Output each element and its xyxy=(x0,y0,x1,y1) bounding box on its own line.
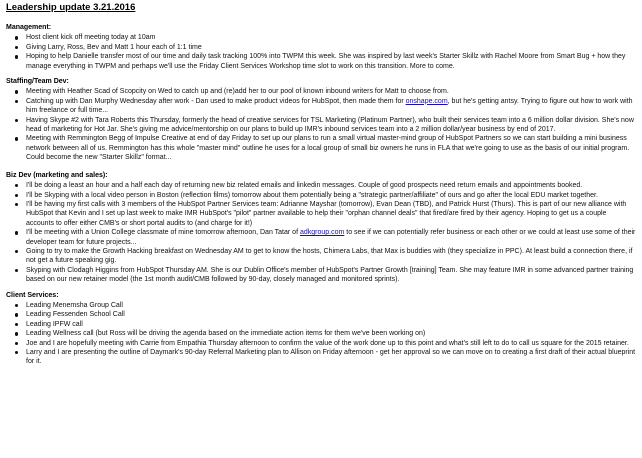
list-item xyxy=(26,228,636,247)
list-item: Leading Fessenden School Call xyxy=(26,310,636,319)
bullet-list xyxy=(6,33,636,71)
list-item: Leading Wellness call (but Ross will be driving the agenda based on the immediate action items for them we've been working on) xyxy=(26,329,636,338)
document-title: Leadership update 3.21.2016 xyxy=(6,2,136,13)
list-item: Hoping to help Danielle transfer most of our time and daily task tracking 100% into TWPM this week. She was inspired by last week's Starter Skillz with Rachel Moore from Smart Bug + how they manage everything in TWPM and perhaps we'll use the Friday Client Services Workshop time slot to work on this transition. More to come. xyxy=(26,52,636,71)
item-text: Catching up with Dan Murphy Wednesday after work - Dan used to make product videos for HubSpot, then made them for xyxy=(26,97,406,105)
onshape-link[interactable]: onshape.com xyxy=(405,97,448,105)
list-item: Joe and I are hopefully meeting with Carrie from Empathia Thursday afternoon to confirm the value of the work done up to this point and what's still left to do to call us square for the 2015 retainer. xyxy=(26,339,636,348)
list-item: Host client kick off meeting today at 10am xyxy=(26,33,636,42)
list-item: I'll be Skyping with a local video person in Boston (reflection films) tomorrow about them potentially being a "strategic partner/affiliate" of ours and go after the local EDU market together. xyxy=(26,191,636,200)
section-heading: Management: xyxy=(6,24,52,31)
list-item: Leading IPFW call xyxy=(26,320,636,329)
section-heading: Staffing/Team Dev: xyxy=(6,78,69,86)
section-client-services xyxy=(6,291,636,367)
list-item xyxy=(26,97,636,116)
list-item: Meeting with Heather Scad of Scopcity on Wed to catch up and (re)add her to our pool of known inbound writers for Matt to choose from. xyxy=(26,87,636,96)
list-item: Meeting with Remmington Begg of Impulse Creative at end of day Friday to set up our plans to run a small virtual master-mind group of HubSpot Partners so we can start building a mini business network between all of us. Remmington has this whole "master mind" outline he uses for a local group of small biz owners he runs in FLA that we're going to use as the basis of our initial program. Could become the new "Starter Skillz" format... xyxy=(26,134,636,162)
adkgroup-link[interactable]: adkgroup.com xyxy=(299,229,345,237)
list-item: Giving Larry, Ross, Bev and Matt 1 hour each of 1:1 time xyxy=(26,43,636,52)
list-item: I'll be having my first calls with 3 members of the HubSpot Partner Services team: Adrianne Mayshar (tomorrow), Evan Dean (TBD), and Patrick Hurst (Thurs). This is part of our new alliance with HubSpot that Kevin and I set up last week to make IMR HubSpot's "pilot" partner available to help their "orphan channel deals" that fired/are fired by their agency. Hoping to get us a couple accounts to offer either CMB's or short portal audits to (and charge for it!) xyxy=(26,200,636,228)
section-biz-dev xyxy=(6,171,636,285)
list-item: Leading Menemsha Group Call xyxy=(26,301,636,310)
list-item: I'll be doing a least an hour and a half each day of returning new biz related emails and linkedin messages. Couple of good prospects need return emails and appointments booked. xyxy=(26,181,636,190)
section-heading: Biz Dev (marketing and sales): xyxy=(6,171,108,179)
bullet-list xyxy=(6,87,636,162)
item-text: , but he's getting antsy. Trying to figure out how to work with him freelance or full time... xyxy=(26,97,633,115)
list-item: Having Skype #2 with Tara Roberts this Thursday, formerly the head of creative services for TSL Marketing (Platinum Partner), who built their services team into a 6 million dollar division. She's now head of marketing for Hot Jar. She's giving me advice/mentorship on our plans to build up IMR's inbound services team into a 2 million dollar/year business by end of 2017. xyxy=(26,116,636,135)
bullet-list xyxy=(6,181,636,284)
list-item: Larry and I are presenting the outline of Daymark's 90-day Referral Marketing plan to Allison on Friday afternoon - get her approval so we can move on to creating a first draft of their actual blueprint for it. xyxy=(26,349,636,366)
section-heading: Client Services: xyxy=(6,291,59,299)
section-staffing xyxy=(6,77,636,163)
bullet-list xyxy=(6,301,636,367)
list-item: Skyping with Clodagh Higgins from HubSpot Thursday AM. She is our Dublin Office's member of HubSpot's Partner Growth [training] Team. She may feature IMR in some advanced partner training based on our new retainer model (the 1st month audit/CMB followed by 90-day, closely managed and monitored sprints). xyxy=(26,266,636,285)
item-text: to see if we can potentially refer business or each other or we could at least use some of their developer team for future projects... xyxy=(26,229,636,246)
item-text: I'll be meeting with a Union College classmate of mine tomorrow afternoon, Dan Tatar of xyxy=(26,229,300,237)
section-management xyxy=(6,23,636,71)
list-item: Going to try to make the Growth Hacking breakfast on Wednesday AM to get to know the hosts, Chimera Labs, that Max is buddies with (they specialize in PPC). At least build a connection there, if not get a future speaking gig. xyxy=(26,247,636,266)
